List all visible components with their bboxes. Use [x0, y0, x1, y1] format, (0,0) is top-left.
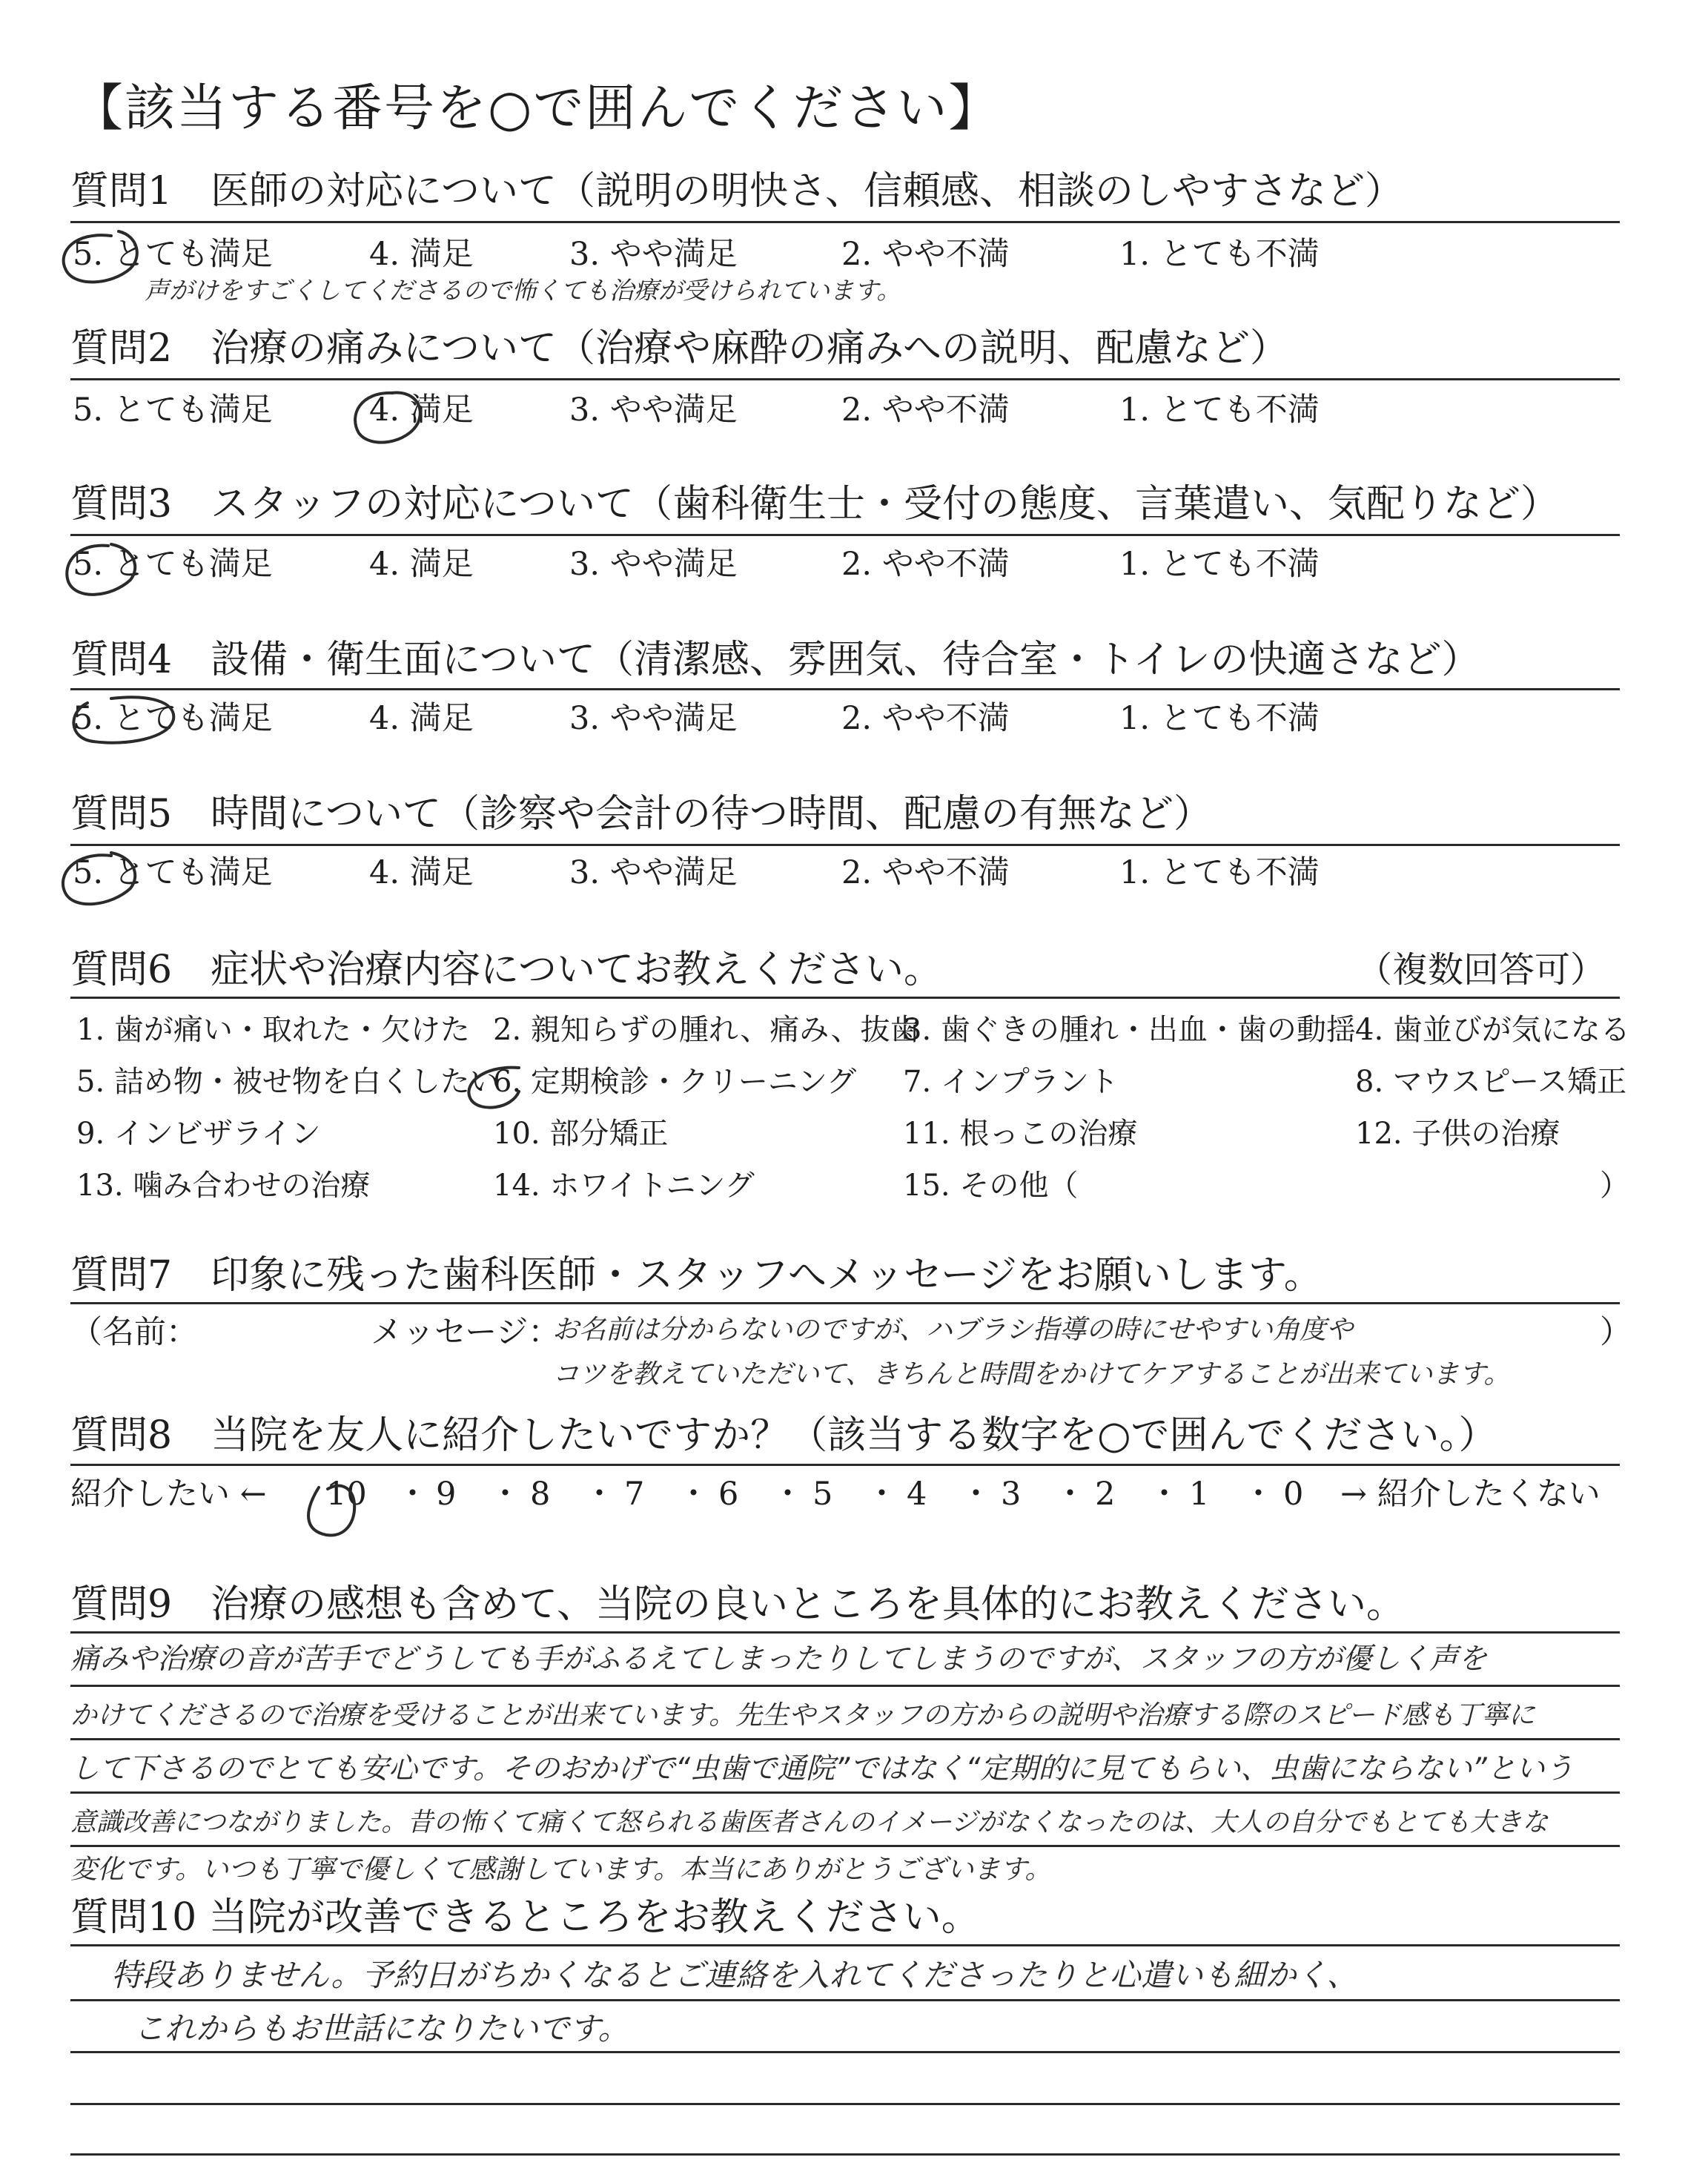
q10-rule-0 [70, 1944, 1620, 1946]
q1-option-2[interactable]: 2. やや不満 [841, 236, 1010, 273]
q9-answer-line-1: 痛みや治療の音が苦手でどうしても手がふるえてしまったりしてしまうのですが、スタッフの方が優しく声を [70, 1642, 1488, 1676]
q7-rule [70, 1302, 1620, 1304]
q5-option-2[interactable]: 2. やや不満 [841, 854, 1010, 891]
q4-option-4[interactable]: 4. 満足 [369, 700, 474, 737]
q9-answer-line-2: かけてくださるので治療を受けることが出来ています。先生やスタッフの方からの説明や治療する際のスピード感も丁寧に [70, 1700, 1535, 1731]
q3-option-5[interactable]: 5. とても満足 [73, 546, 273, 583]
q4-rule [70, 688, 1620, 690]
q1-handwritten-comment: 声がけをすごくしてくださるので怖くても治療が受けられています。 [145, 276, 901, 305]
q1-option-3[interactable]: 3. やや満足 [569, 236, 738, 273]
q10-answer-line-2: これからもお世話になりたいです。 [133, 2010, 629, 2047]
q9-answer-line-5: 変化です。いつも丁寧で優しくて感謝しています。本当にありがとうございます。 [70, 1855, 1052, 1885]
q6-item-5[interactable]: 5. 詰め物・被せ物を白くしたい [76, 1065, 500, 1099]
q6-item-9[interactable]: 9. インビザライン [76, 1117, 321, 1151]
q2-rule [70, 378, 1620, 380]
q4-option-5[interactable]: 5. とても満足 [73, 700, 273, 737]
q7-heading: 質問7 印象に残った歯科医師・スタッフへメッセージをお願いします。 [70, 1253, 1323, 1298]
q8-scale-9[interactable]: 9 [436, 1476, 457, 1513]
q8-dot: ・ [678, 1476, 709, 1513]
q8-dot: ・ [960, 1476, 992, 1513]
q2-option-4[interactable]: 4. 満足 [369, 392, 474, 429]
q5-option-4[interactable]: 4. 満足 [369, 854, 474, 891]
q8-dot: ・ [772, 1476, 804, 1513]
q6-item-2[interactable]: 2. 親知らずの腫れ、痛み、抜歯 [493, 1013, 920, 1047]
q3-option-3[interactable]: 3. やや満足 [569, 546, 738, 583]
q6-item-6[interactable]: 6. 定期検診・クリーニング [493, 1065, 857, 1099]
q7-message-line-2: コツを教えていただいて、きちんと時間をかけてケアすることが出来ています。 [552, 1359, 1511, 1390]
q3-option-2[interactable]: 2. やや不満 [841, 546, 1010, 583]
q6-item-8[interactable]: 8. マウスピース矯正 [1355, 1065, 1627, 1099]
q5-option-1[interactable]: 1. とても不満 [1119, 854, 1320, 891]
q8-scale-7[interactable]: 7 [624, 1476, 645, 1513]
q6-item-1[interactable]: 1. 歯が痛い・取れた・欠けた [76, 1013, 470, 1047]
q9-answer-line-4: 意識改善につながりました。昔の怖くて痛くて怒られる歯医者さんのイメージがなくなったのは、大人の自分でもとても大きな [70, 1808, 1549, 1837]
q4-option-2[interactable]: 2. やや不満 [841, 700, 1010, 737]
q8-dot: ・ [1148, 1476, 1180, 1513]
q8-scale-2[interactable]: 2 [1095, 1476, 1116, 1513]
q6-other-close-paren: ） [1600, 1169, 1629, 1203]
q6-item-14[interactable]: 14. ホワイトニング [493, 1169, 755, 1203]
q10-rule-2 [70, 2051, 1620, 2053]
q5-heading: 質問5 時間について（診察や会計の待つ時間、配慮の有無など） [70, 792, 1213, 836]
q8-right-label: → 紹介したくない [1340, 1476, 1601, 1513]
q6-item-15-other[interactable]: 15. その他（ [903, 1169, 1079, 1203]
q1-option-1[interactable]: 1. とても不満 [1119, 236, 1320, 273]
q2-option-3[interactable]: 3. やや満足 [569, 392, 738, 429]
q6-item-11[interactable]: 11. 根っこの治療 [903, 1117, 1138, 1151]
q9-rule-1 [70, 1685, 1620, 1687]
q9-rule-0 [70, 1631, 1620, 1634]
q8-heading: 質問8 当院を友人に紹介したいですか？（該当する数字を○で囲んでください。） [70, 1413, 1497, 1458]
q6-item-10[interactable]: 10. 部分矯正 [493, 1117, 669, 1151]
q8-scale-10[interactable]: 10 [326, 1476, 367, 1513]
q1-option-5[interactable]: 5. とても満足 [73, 236, 273, 273]
q8-dot: ・ [583, 1476, 615, 1513]
q6-item-7[interactable]: 7. インプラント [903, 1065, 1119, 1099]
q6-item-12[interactable]: 12. 子供の治療 [1355, 1117, 1560, 1151]
q1-rule [70, 221, 1620, 223]
q3-rule [70, 534, 1620, 536]
q2-option-2[interactable]: 2. やや不満 [841, 392, 1010, 429]
q1-option-4[interactable]: 4. 満足 [369, 236, 474, 273]
q7-message-label: メッセージ： [371, 1314, 560, 1351]
form-instruction: 【該当する番号を○で囲んでください】 [73, 79, 1001, 138]
q7-close-paren: ） [1600, 1314, 1632, 1351]
q9-rule-4 [70, 1845, 1620, 1847]
q6-heading: 質問6 症状や治療内容についてお教えください。 [70, 948, 943, 992]
q5-option-3[interactable]: 3. やや満足 [569, 854, 738, 891]
q8-dot: ・ [1054, 1476, 1086, 1513]
q9-answer-line-3: して下さるのでとても安心です。そのおかげで“虫歯で通院”ではなく“定期的に見てもらい、虫歯にならない”という [70, 1752, 1574, 1786]
q2-option-1[interactable]: 1. とても不満 [1119, 392, 1320, 429]
q4-option-1[interactable]: 1. とても不満 [1119, 700, 1320, 737]
q8-scale-5[interactable]: 5 [812, 1476, 833, 1513]
q8-dot: ・ [866, 1476, 898, 1513]
q6-item-4[interactable]: 4. 歯並びが気になる [1355, 1013, 1630, 1047]
q5-rule [70, 844, 1620, 846]
q10-rule-1 [70, 1999, 1620, 2001]
q1-heading: 質問1 医師の対応について（説明の明快さ、信頼感、相談のしやすさなど） [70, 169, 1403, 214]
q4-option-3[interactable]: 3. やや満足 [569, 700, 738, 737]
q5-option-5[interactable]: 5. とても満足 [73, 854, 273, 891]
q8-scale-0[interactable]: 0 [1283, 1476, 1304, 1513]
q10-rule-3 [70, 2103, 1620, 2105]
q6-multiple-answers-note: （複数回答可） [1357, 949, 1606, 991]
q8-left-label: 紹介したい ← [70, 1476, 267, 1513]
q10-rule-4 [70, 2153, 1620, 2156]
q4-heading: 質問4 設備・衛生面について（清潔感、雰囲気、待合室・トイレの快適さなど） [70, 638, 1480, 682]
q8-scale-6[interactable]: 6 [718, 1476, 739, 1513]
q3-option-4[interactable]: 4. 満足 [369, 546, 474, 583]
q8-dot: ・ [1242, 1476, 1274, 1513]
q10-heading: 質問10 当院が改善できるところをお教えください。 [70, 1895, 980, 1940]
q2-heading: 質問2 治療の痛みについて（治療や麻酔の痛みへの説明、配慮など） [70, 326, 1289, 371]
q6-rule [70, 997, 1620, 999]
q8-dot: ・ [489, 1476, 521, 1513]
q8-scale-3[interactable]: 3 [1001, 1476, 1022, 1513]
q8-scale-1[interactable]: 1 [1189, 1476, 1210, 1513]
q3-heading: 質問3 スタッフの対応について（歯科衛生士・受付の態度、言葉遣い、気配りなど） [70, 482, 1560, 526]
q7-name-label: （名前： [70, 1314, 198, 1351]
q9-rule-3 [70, 1791, 1620, 1794]
q8-dot: ・ [397, 1476, 428, 1513]
q3-option-1[interactable]: 1. とても不満 [1119, 546, 1320, 583]
q9-heading: 質問9 治療の感想も含めて、当院の良いところを具体的にお教えください。 [70, 1582, 1406, 1627]
q6-item-3[interactable]: 3. 歯ぐきの腫れ・出血・歯の動揺 [903, 1013, 1356, 1047]
q6-item-13[interactable]: 13. 噛み合わせの治療 [76, 1169, 371, 1203]
q8-scale-4[interactable]: 4 [907, 1476, 927, 1513]
q9-rule-2 [70, 1738, 1620, 1740]
q2-option-5[interactable]: 5. とても満足 [73, 392, 273, 429]
q7-message-line-1: お名前は分からないのですが、ハブラシ指導の時にせやすい角度や [552, 1315, 1354, 1345]
q10-answer-line-1: 特段ありません。予約日がちかくなるとご連絡を入れてくださったりと心遣いも細かく、 [111, 1957, 1358, 1993]
q8-rule [70, 1464, 1620, 1466]
q8-scale-8[interactable]: 8 [530, 1476, 551, 1513]
